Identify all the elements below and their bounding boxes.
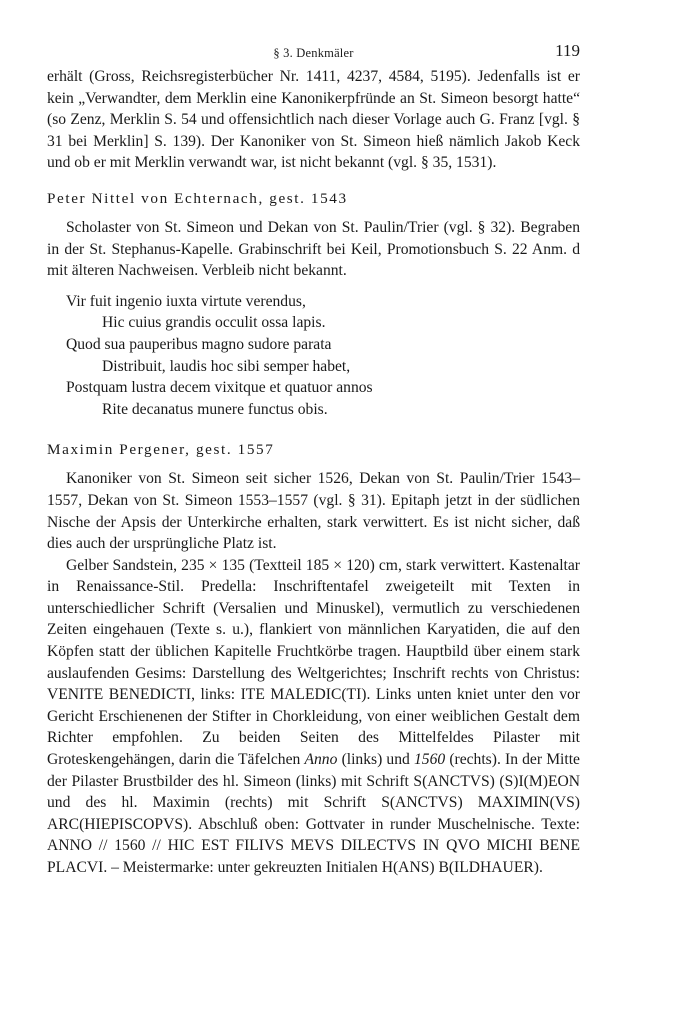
verse-line: Distribuit, laudis hoc sibi semper habet, (102, 357, 351, 375)
running-head: § 3. Denkmäler (273, 46, 354, 60)
text-run: (links) und (341, 751, 410, 769)
verse-line: Quod sua pauperibus magno sudore parata (66, 335, 332, 353)
text-run: (rechts). In der Mitte der Pilaster Brustbilder des hl. Simeon (links) mit Schrift S(ANCTVS) (S)I(M)EON und des hl. Maximin (rechts) mit Schrift S(ANCTVS) MAXIMIN(VS) ARC(HIEPISCOPVS). Abschluß oben: Gottvater in runder Muschelnische. Texte: ANNO // 1560 // HIC EST FILIVS MEVS DILECTVS IN QVO MICHI BENE PLACVI. – Meistermarke: unter gekreuzten Initialen H(ANS) B(ILDHAUER). (47, 751, 580, 876)
intro-paragraph: erhält (Gross, Reichsregisterbücher Nr. 1411, 4237, 4584, 5195). Jedenfalls ist er kein „Verwandter, dem Merklin eine Kanonikerpfründe an St. Simeon besorgt hatte“ (so Zenz, Merklin S. 54 und offensichtlich nach dieser Vorlage auch G. Franz [vgl. § 31 bei Merklin] S. 139). Der Kanoniker von St. Simeon hieß nämlich Jakob Keck und ob er mit Merklin verwandt war, ist nicht bekannt (vgl. § 35, 1531). (47, 68, 580, 172)
entry-text-pergener-2 (47, 555, 580, 879)
verse-line: Rite decanatus munere functus obis. (102, 400, 328, 418)
verse-line: Hic cuius grandis occulit ossa lapis. (102, 314, 326, 332)
entry-heading-nittel: Peter Nittel von Echternach, gest. 1543 (47, 189, 348, 207)
page-header (47, 38, 580, 66)
italic-anno: Anno (304, 751, 338, 769)
italic-year: 1560 (413, 751, 446, 769)
entry-text-nittel: Scholaster von St. Simeon und Dekan von St. Paulin/Trier (vgl. § 32). Begraben in der St. Stephanus-Kapelle. Grabinschrift bei Keil, Promotionsbuch S. 22 Anm. d mit älteren Nachweisen. Verbleib nicht bekannt. (47, 218, 580, 280)
verse-line: Vir fuit ingenio iuxta virtute verendus, (66, 292, 306, 310)
entry-text-pergener-1: Kanoniker von St. Simeon seit sicher 1526, Dekan von St. Paulin/Trier 1543–1557, Dekan von St. Simeon 1553–1557 (vgl. § 31). Epitaph jetzt in der südlichen Nische der Apsis der Unterkirche erhalten, stark verwittert. Es ist nicht sicher, daß dies auch der ursprüngliche Platz ist. (47, 470, 580, 553)
page-number: 119 (555, 41, 580, 60)
verse-line: Postquam lustra decem vixitque et quatuor annos (66, 379, 373, 397)
entry-heading-pergener: Maximin Pergener, gest. 1557 (47, 441, 275, 459)
text-run: Gelber Sandstein, 235 × 135 (Textteil 185 × 120) cm, stark verwittert. Kastenaltar in Renaissance-Stil. Predella: Inschriftentafel zweigeteilt mit Texten in unterschiedlicher Schrift (Versalien und Minuskel), vermutlich zu verschiedenen Zeiten eingehauen (Texte s. u.), flankiert von männlichen Karyatiden, die auf den Köpfen statt der üblichen Kapitelle Fruchtkörbe tragen. Hauptbild über einem stark auslaufenden Gesims: Darstellung des Weltgerichtes; Inschrift rechts von Christus: VENITE BENEDICTI, links: ITE MALEDIC(TI). Links unten kniet unter den vor Gericht Erschienenen der Stifter in Chorkleidung, von einer weiblichen Gestalt dem Richter empfohlen. Zu beiden Seiten des Mittelfeldes Pilaster mit Groteskengehängen, darin die Täfelchen (47, 556, 580, 769)
epitaph-verse (66, 291, 580, 421)
document-page (47, 38, 580, 879)
